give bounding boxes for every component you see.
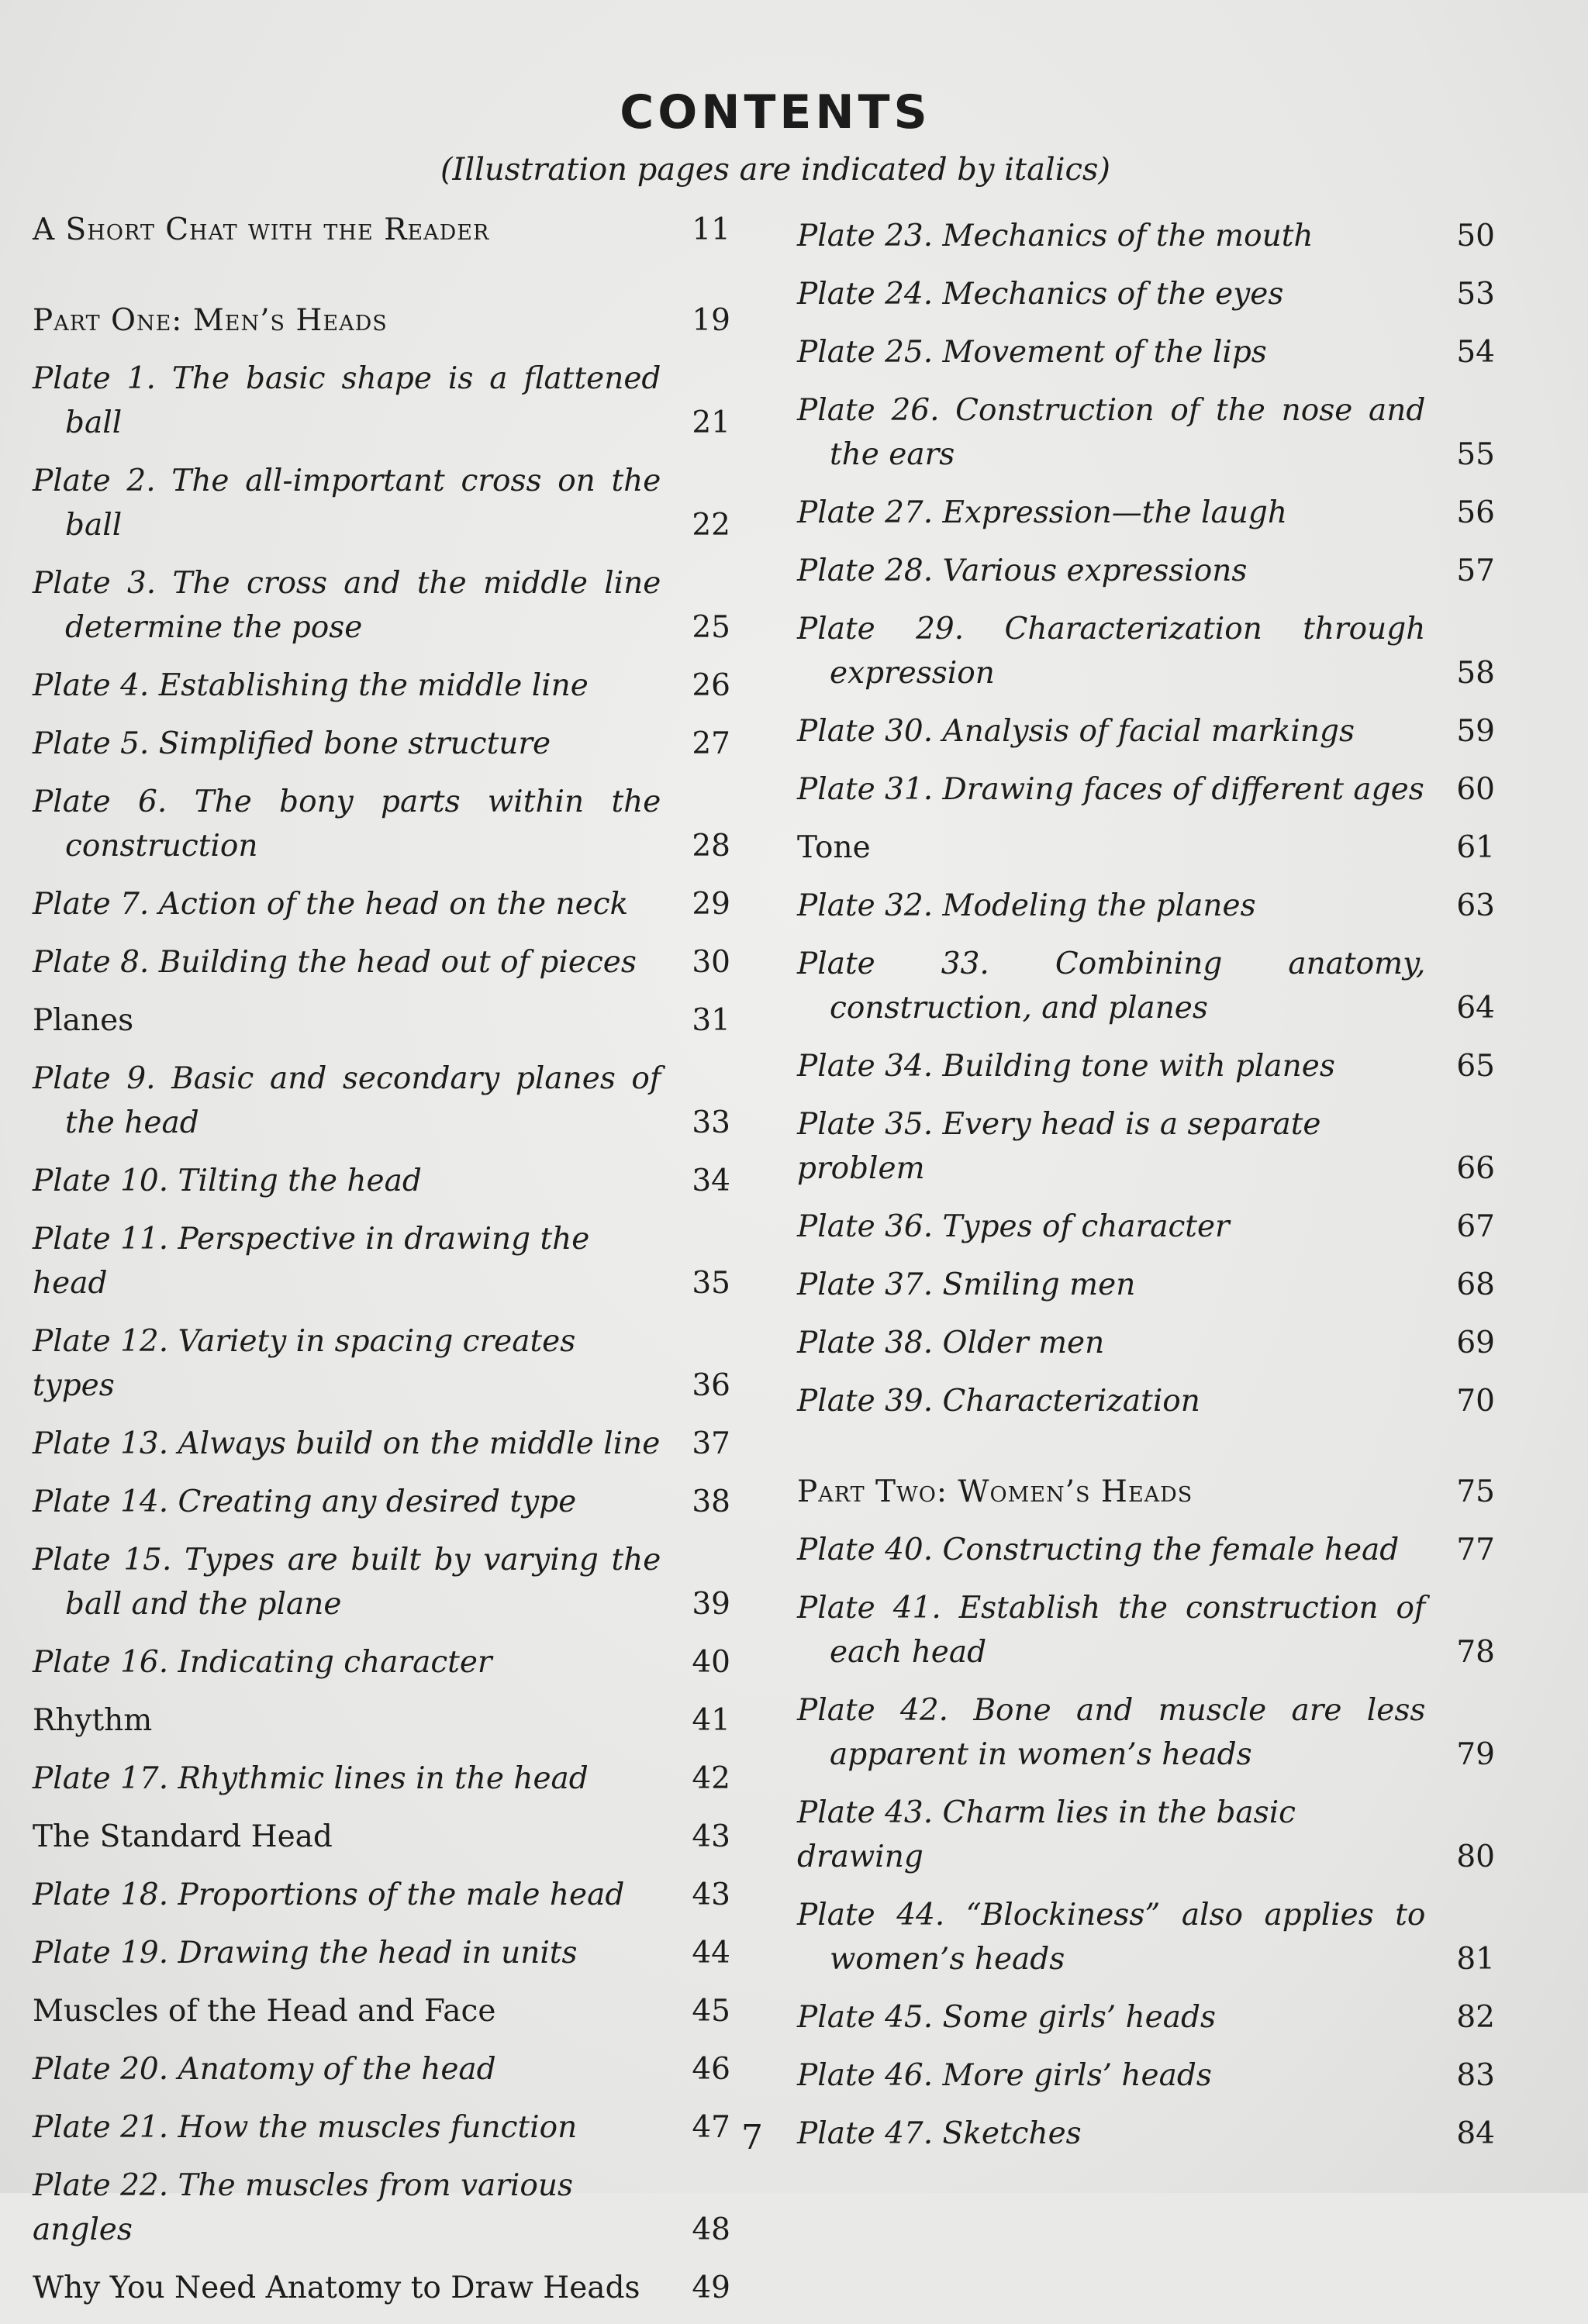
toc-entry-page: 47 xyxy=(692,2110,730,2145)
toc-entry-title: Plate 44. “Blockiness” also applies to women’s heads xyxy=(797,1898,1426,1977)
toc-entry-title: Plate 8. Building the head out of pieces xyxy=(33,945,637,980)
toc-entry-title: Plate 30. Analysis of facial markings xyxy=(797,714,1355,749)
toc-entry-title: Plate 12. Variety in spacing creates types xyxy=(33,1324,576,1403)
toc-entry xyxy=(33,1217,730,1305)
toc-entry-title: Plate 25. Movement of the lips xyxy=(797,335,1267,370)
toc-entry xyxy=(797,884,1495,928)
toc-entry-title: Plate 9. Basic and secondary planes of the head xyxy=(33,1061,661,1140)
toc-entry-title: Plate 5. Simplified bone structure xyxy=(33,726,551,761)
toc-entry xyxy=(33,2266,730,2310)
page-number: 7 xyxy=(741,2118,763,2157)
toc-entry xyxy=(797,1791,1495,1879)
toc-entry-title: Plate 39. Characterization xyxy=(797,1384,1200,1419)
toc-entry-page: 79 xyxy=(1456,1737,1495,1772)
toc-entry xyxy=(797,491,1495,535)
section-gap xyxy=(797,1437,1495,1470)
toc-entry-title: Plate 4. Establishing the middle line xyxy=(33,668,589,703)
toc-entry-page: 70 xyxy=(1456,1384,1495,1419)
toc-entry-title: Plate 3. The cross and the middle line determine the pose xyxy=(33,566,661,645)
toc-entry-page: 46 xyxy=(692,2052,730,2087)
toc-entry-page: 30 xyxy=(692,945,730,980)
toc-entry-title: Plate 2. The all-important cross on the ball xyxy=(33,464,661,543)
toc-entry xyxy=(33,1480,730,1524)
toc-entry-page: 27 xyxy=(692,726,730,761)
toc-entry xyxy=(33,1538,730,1626)
toc-entry-page: 83 xyxy=(1456,2058,1495,2093)
toc-entry-title: Part Two: Women’s Heads xyxy=(797,1474,1193,1509)
toc-entry xyxy=(33,1422,730,1466)
toc-entry xyxy=(797,388,1495,477)
toc-entry-title: Plate 32. Modeling the planes xyxy=(797,888,1256,923)
toc-entry-page: 43 xyxy=(692,1877,730,1912)
toc-entry-title: Plate 27. Expression—the laugh xyxy=(797,495,1287,530)
toc-entry xyxy=(33,1159,730,1203)
toc-entry-page: 21 xyxy=(692,405,730,440)
toc-entry-page: 60 xyxy=(1456,772,1495,807)
toc-entry-page: 69 xyxy=(1456,1326,1495,1360)
toc-entry xyxy=(797,709,1495,753)
toc-entry xyxy=(33,940,730,984)
toc-entry-page: 84 xyxy=(1456,2116,1495,2151)
toc-entry xyxy=(33,2164,730,2252)
toc-entry xyxy=(797,1995,1495,2040)
toc-entry-title: Plate 43. Charm lies in the basic drawing xyxy=(797,1795,1296,1874)
toc-entry-title: Plate 21. How the muscles function xyxy=(33,2110,578,2145)
toc-entry xyxy=(797,214,1495,258)
toc-entry-title: Plate 40. Constructing the female head xyxy=(797,1533,1400,1567)
toc-entry-page: 49 xyxy=(692,2271,730,2305)
toc-entry-title: Plate 11. Perspective in drawing the head xyxy=(33,1222,590,1301)
toc-entry-page: 37 xyxy=(692,1426,730,1461)
toc-entry xyxy=(797,272,1495,316)
toc-entry-page: 25 xyxy=(692,610,730,645)
toc-entry xyxy=(797,549,1495,593)
toc-entry-title: Plate 22. The muscles from various angles xyxy=(33,2168,574,2247)
toc-entry-title: Plate 34. Building tone with planes xyxy=(797,1049,1335,1084)
toc-entry-title: Plate 10. Tilting the head xyxy=(33,1164,422,1198)
toc-entry-page: 43 xyxy=(692,1819,730,1854)
toc-entry xyxy=(33,1815,730,1859)
toc-entry-title: Plate 23. Mechanics of the mouth xyxy=(797,219,1314,253)
toc-entry-title: Plate 41. Establish the construction of each head xyxy=(797,1591,1426,1670)
toc-entry xyxy=(33,1757,730,1801)
toc-entry-title: Plate 38. Older men xyxy=(797,1326,1105,1360)
toc-entry-title: Plate 47. Sketches xyxy=(797,2116,1082,2151)
toc-entry-page: 57 xyxy=(1456,553,1495,588)
toc-entry-title: Plate 18. Proportions of the male head xyxy=(33,1877,625,1912)
toc-entry xyxy=(797,330,1495,374)
toc-entry-page: 35 xyxy=(692,1266,730,1301)
toc-entry-page: 81 xyxy=(1456,1942,1495,1977)
toc-entry xyxy=(33,357,730,445)
page-title: CONTENTS xyxy=(620,85,931,140)
toc-entry-title: Why You Need Anatomy to Draw Heads xyxy=(33,2271,640,2305)
contents-column-left xyxy=(33,208,730,2324)
toc-entry-title: Plate 7. Action of the head on the neck xyxy=(33,887,629,922)
toc-entry-title: Part One: Men’s Heads xyxy=(33,303,388,338)
toc-entry-page: 39 xyxy=(692,1587,730,1622)
toc-entry-title: Plate 46. More girls’ heads xyxy=(797,2058,1212,2093)
toc-entry xyxy=(797,826,1495,870)
toc-entry xyxy=(33,780,730,868)
toc-entry-title: Plate 36. Types of character xyxy=(797,1209,1230,1244)
toc-entry xyxy=(33,1640,730,1684)
toc-entry-page: 78 xyxy=(1456,1635,1495,1670)
toc-entry-title: Plate 24. Mechanics of the eyes xyxy=(797,277,1284,312)
toc-entry-title: Muscles of the Head and Face xyxy=(33,1994,496,2029)
toc-entry xyxy=(33,1873,730,1917)
toc-entry-page: 34 xyxy=(692,1164,730,1198)
toc-entry-page: 50 xyxy=(1456,219,1495,253)
toc-entry xyxy=(33,208,730,252)
toc-entry xyxy=(33,1057,730,1145)
toc-entry xyxy=(33,998,730,1043)
toc-entry xyxy=(33,459,730,547)
toc-entry-title: Plate 19. Drawing the head in units xyxy=(33,1936,578,1971)
toc-entry-page: 36 xyxy=(692,1368,730,1403)
toc-entry-title: Plate 35. Every head is a separate problem xyxy=(797,1107,1321,1186)
toc-entry xyxy=(797,1893,1495,1981)
toc-entry-page: 53 xyxy=(1456,277,1495,312)
toc-entry-page: 80 xyxy=(1456,1840,1495,1874)
toc-entry xyxy=(797,2053,1495,2098)
toc-entry-title: Plate 26. Construction of the nose and the ears xyxy=(797,393,1426,472)
toc-entry-title: Plate 1. The basic shape is a flattened ball xyxy=(33,361,661,440)
toc-entry-page: 26 xyxy=(692,668,730,703)
toc-entry-title: Tone xyxy=(797,830,871,865)
toc-entry xyxy=(33,2047,730,2091)
toc-entry-title: Plate 33. Combining anatomy, construction, and planes xyxy=(797,946,1426,1026)
toc-entry xyxy=(33,298,730,343)
toc-entry xyxy=(797,1205,1495,1249)
toc-entry-page: 82 xyxy=(1456,2000,1495,2035)
toc-entry xyxy=(33,1931,730,1975)
toc-entry-page: 44 xyxy=(692,1936,730,1971)
toc-entry xyxy=(797,1321,1495,1365)
toc-entry-page: 28 xyxy=(692,829,730,864)
toc-entry-page: 40 xyxy=(692,1645,730,1680)
toc-entry xyxy=(33,722,730,766)
toc-entry-title: Plate 29. Characterization through expression xyxy=(797,612,1426,691)
section-gap xyxy=(33,266,730,298)
toc-entry-title: Plate 42. Bone and muscle are less apparent in women’s heads xyxy=(797,1693,1426,1772)
toc-entry xyxy=(797,607,1495,695)
toc-entry-title: Rhythm xyxy=(33,1703,153,1738)
toc-entry-page: 33 xyxy=(692,1105,730,1140)
toc-entry xyxy=(797,767,1495,812)
toc-entry-page: 63 xyxy=(1456,888,1495,923)
toc-entry-title: Plate 15. Types are built by varying the ball and the plane xyxy=(33,1543,661,1622)
toc-entry-title: Plate 20. Anatomy of the head xyxy=(33,2052,496,2087)
toc-entry xyxy=(797,1688,1495,1777)
toc-entry-title: A Short Chat with the Reader xyxy=(33,212,490,247)
toc-entry-title: Plate 14. Creating any desired type xyxy=(33,1484,577,1519)
toc-entry-page: 54 xyxy=(1456,335,1495,370)
toc-entry xyxy=(33,664,730,708)
toc-entry-page: 19 xyxy=(692,303,730,338)
toc-entry xyxy=(797,1102,1495,1191)
toc-entry xyxy=(33,1989,730,2033)
toc-entry xyxy=(797,1528,1495,1572)
toc-entry-page: 22 xyxy=(692,508,730,543)
toc-entry xyxy=(33,561,730,650)
toc-entry xyxy=(33,1319,730,1408)
toc-entry-page: 31 xyxy=(692,1003,730,1038)
toc-entry xyxy=(797,1263,1495,1307)
toc-entry xyxy=(33,1698,730,1743)
toc-entry-page: 45 xyxy=(692,1994,730,2029)
toc-entry-title: Plate 17. Rhythmic lines in the head xyxy=(33,1761,589,1796)
toc-entry-page: 29 xyxy=(692,887,730,922)
toc-entry xyxy=(797,1044,1495,1088)
toc-entry-page: 11 xyxy=(692,212,730,247)
toc-entry-page: 38 xyxy=(692,1484,730,1519)
toc-entry-page: 68 xyxy=(1456,1267,1495,1302)
toc-entry-title: Plate 45. Some girls’ heads xyxy=(797,2000,1216,2035)
toc-entry xyxy=(797,1470,1495,1514)
page-subtitle: (Illustration pages are indicated by italics) xyxy=(440,152,1111,188)
toc-entry-title: Plate 13. Always build on the middle line xyxy=(33,1426,661,1461)
toc-entry-page: 65 xyxy=(1456,1049,1495,1084)
toc-entry xyxy=(33,882,730,926)
toc-entry-title: Planes xyxy=(33,1003,134,1038)
toc-entry-title: Plate 28. Various expressions xyxy=(797,553,1248,588)
toc-entry-page: 66 xyxy=(1456,1151,1495,1186)
toc-entry xyxy=(797,1586,1495,1674)
toc-entry xyxy=(797,1379,1495,1423)
toc-entry-page: 64 xyxy=(1456,991,1495,1026)
toc-entry xyxy=(797,942,1495,1030)
toc-entry-page: 41 xyxy=(692,1703,730,1738)
toc-entry-page: 56 xyxy=(1456,495,1495,530)
contents-column-right xyxy=(797,214,1495,2170)
toc-entry-page: 61 xyxy=(1456,830,1495,865)
toc-entry-page: 58 xyxy=(1456,656,1495,691)
toc-entry-title: Plate 6. The bony parts within the construction xyxy=(33,784,661,864)
toc-entry-title: The Standard Head xyxy=(33,1819,333,1854)
toc-entry-page: 59 xyxy=(1456,714,1495,749)
toc-entry-page: 75 xyxy=(1456,1474,1495,1509)
toc-entry-page: 48 xyxy=(692,2212,730,2247)
toc-entry-title: Plate 16. Indicating character xyxy=(33,1645,492,1680)
toc-entry-title: Plate 31. Drawing faces of different ages xyxy=(797,772,1424,807)
toc-entry-title: Plate 37. Smiling men xyxy=(797,1267,1136,1302)
toc-entry-page: 77 xyxy=(1456,1533,1495,1567)
toc-entry-page: 42 xyxy=(692,1761,730,1796)
toc-entry-page: 67 xyxy=(1456,1209,1495,1244)
toc-entry-page: 55 xyxy=(1456,437,1495,472)
